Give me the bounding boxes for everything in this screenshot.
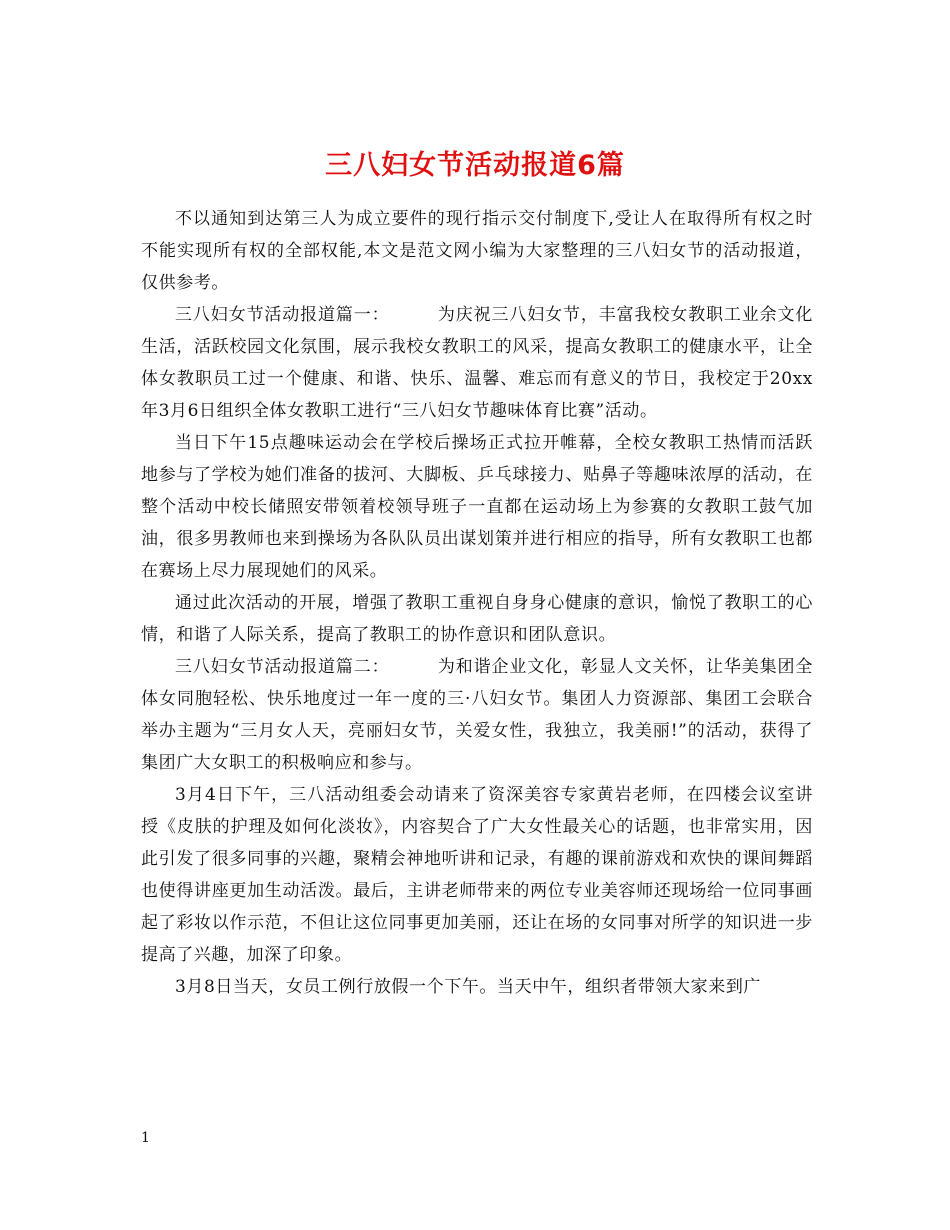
report-two-paragraph bbox=[141, 651, 813, 779]
intro-paragraph: 不以通知到达第三人为成立要件的现行指示交付制度下,受让人在取得所有权之时不能实现所有权的全部权能,本文是范文网小编为大家整理的三八妇女节的活动报道，仅供参考。 bbox=[141, 209, 813, 293]
report-one-heading: 三八妇女节活动报道篇一： bbox=[175, 305, 390, 325]
document-body bbox=[141, 203, 813, 1003]
document-title: 三八妇女节活动报道6篇 bbox=[325, 150, 625, 182]
sports-event-paragraph: 当日下午15点趣味运动会在学校后操场正式拉开帷幕，全校女教职工热情而活跃地参与了学校为她们准备的拔河、大脚板、乒乓球接力、贴鼻子等趣味浓厚的活动，在整个活动中校长储照安带领着校领导班子一直都在运动场上为参赛的女教职工鼓气加油，很多男教师也来到操场为各队队员出谋划策并进行相应的指导，所有女教职工也都在赛场上尽力展现她们的风采。 bbox=[141, 433, 813, 581]
report-two-heading: 三八妇女节活动报道篇二： bbox=[175, 657, 390, 677]
activity-result-paragraph: 通过此次活动的开展，增强了教职工重视自身身心健康的意识，愉悦了教职工的心情，和谐了人际关系，提高了教职工的协作意识和团队意识。 bbox=[141, 593, 813, 645]
march-eighth-paragraph: 3月8日当天，女员工例行放假一个下午。当天中午，组织者带领大家来到广 bbox=[175, 977, 762, 997]
report-two-text: 为和谐企业文化，彰显人文关怀，让华美集团全体女同胞轻松、快乐地度过一年一度的三·八妇女节。集团人力资源部、集团工会联合举办主题为“三月女人天，亮丽妇女节，关爱女性，我独立，我美丽!”的活动，获得了集团广大女职工的积极响应和参与。 bbox=[141, 657, 813, 773]
page-number: 1 bbox=[141, 1130, 150, 1146]
report-one-text: 为庆祝三八妇女节，丰富我校女教职工业余文化生活，活跃校园文化氛围，展示我校女教职工的风采，提高女教职工的健康水平，让全体女教职员工过一个健康、和谐、快乐、温馨、难忘而有意义的节日，我校定于20xx年3月6日组织全体女教职工进行“三八妇女节趣味体育比赛”活动。 bbox=[141, 305, 813, 421]
beauty-lecture-paragraph: 3月4日下午，三八活动组委会动请来了资深美容专家黄岩老师，在四楼会议室讲授《皮肤的护理及如何化淡妆》，内容契合了广大女性最关心的话题，也非常实用，因此引发了很多同事的兴趣，聚精会神地听讲和记录，有趣的课前游戏和欢快的课间舞蹈也使得讲座更加生动活泼。最后，主讲老师带来的两位专业美容师还现场给一位同事画起了彩妆以作示范，不但让这位同事更加美丽，还让在场的女同事对所学的知识进一步提高了兴趣，加深了印象。 bbox=[141, 785, 813, 965]
report-one-paragraph bbox=[141, 299, 813, 427]
